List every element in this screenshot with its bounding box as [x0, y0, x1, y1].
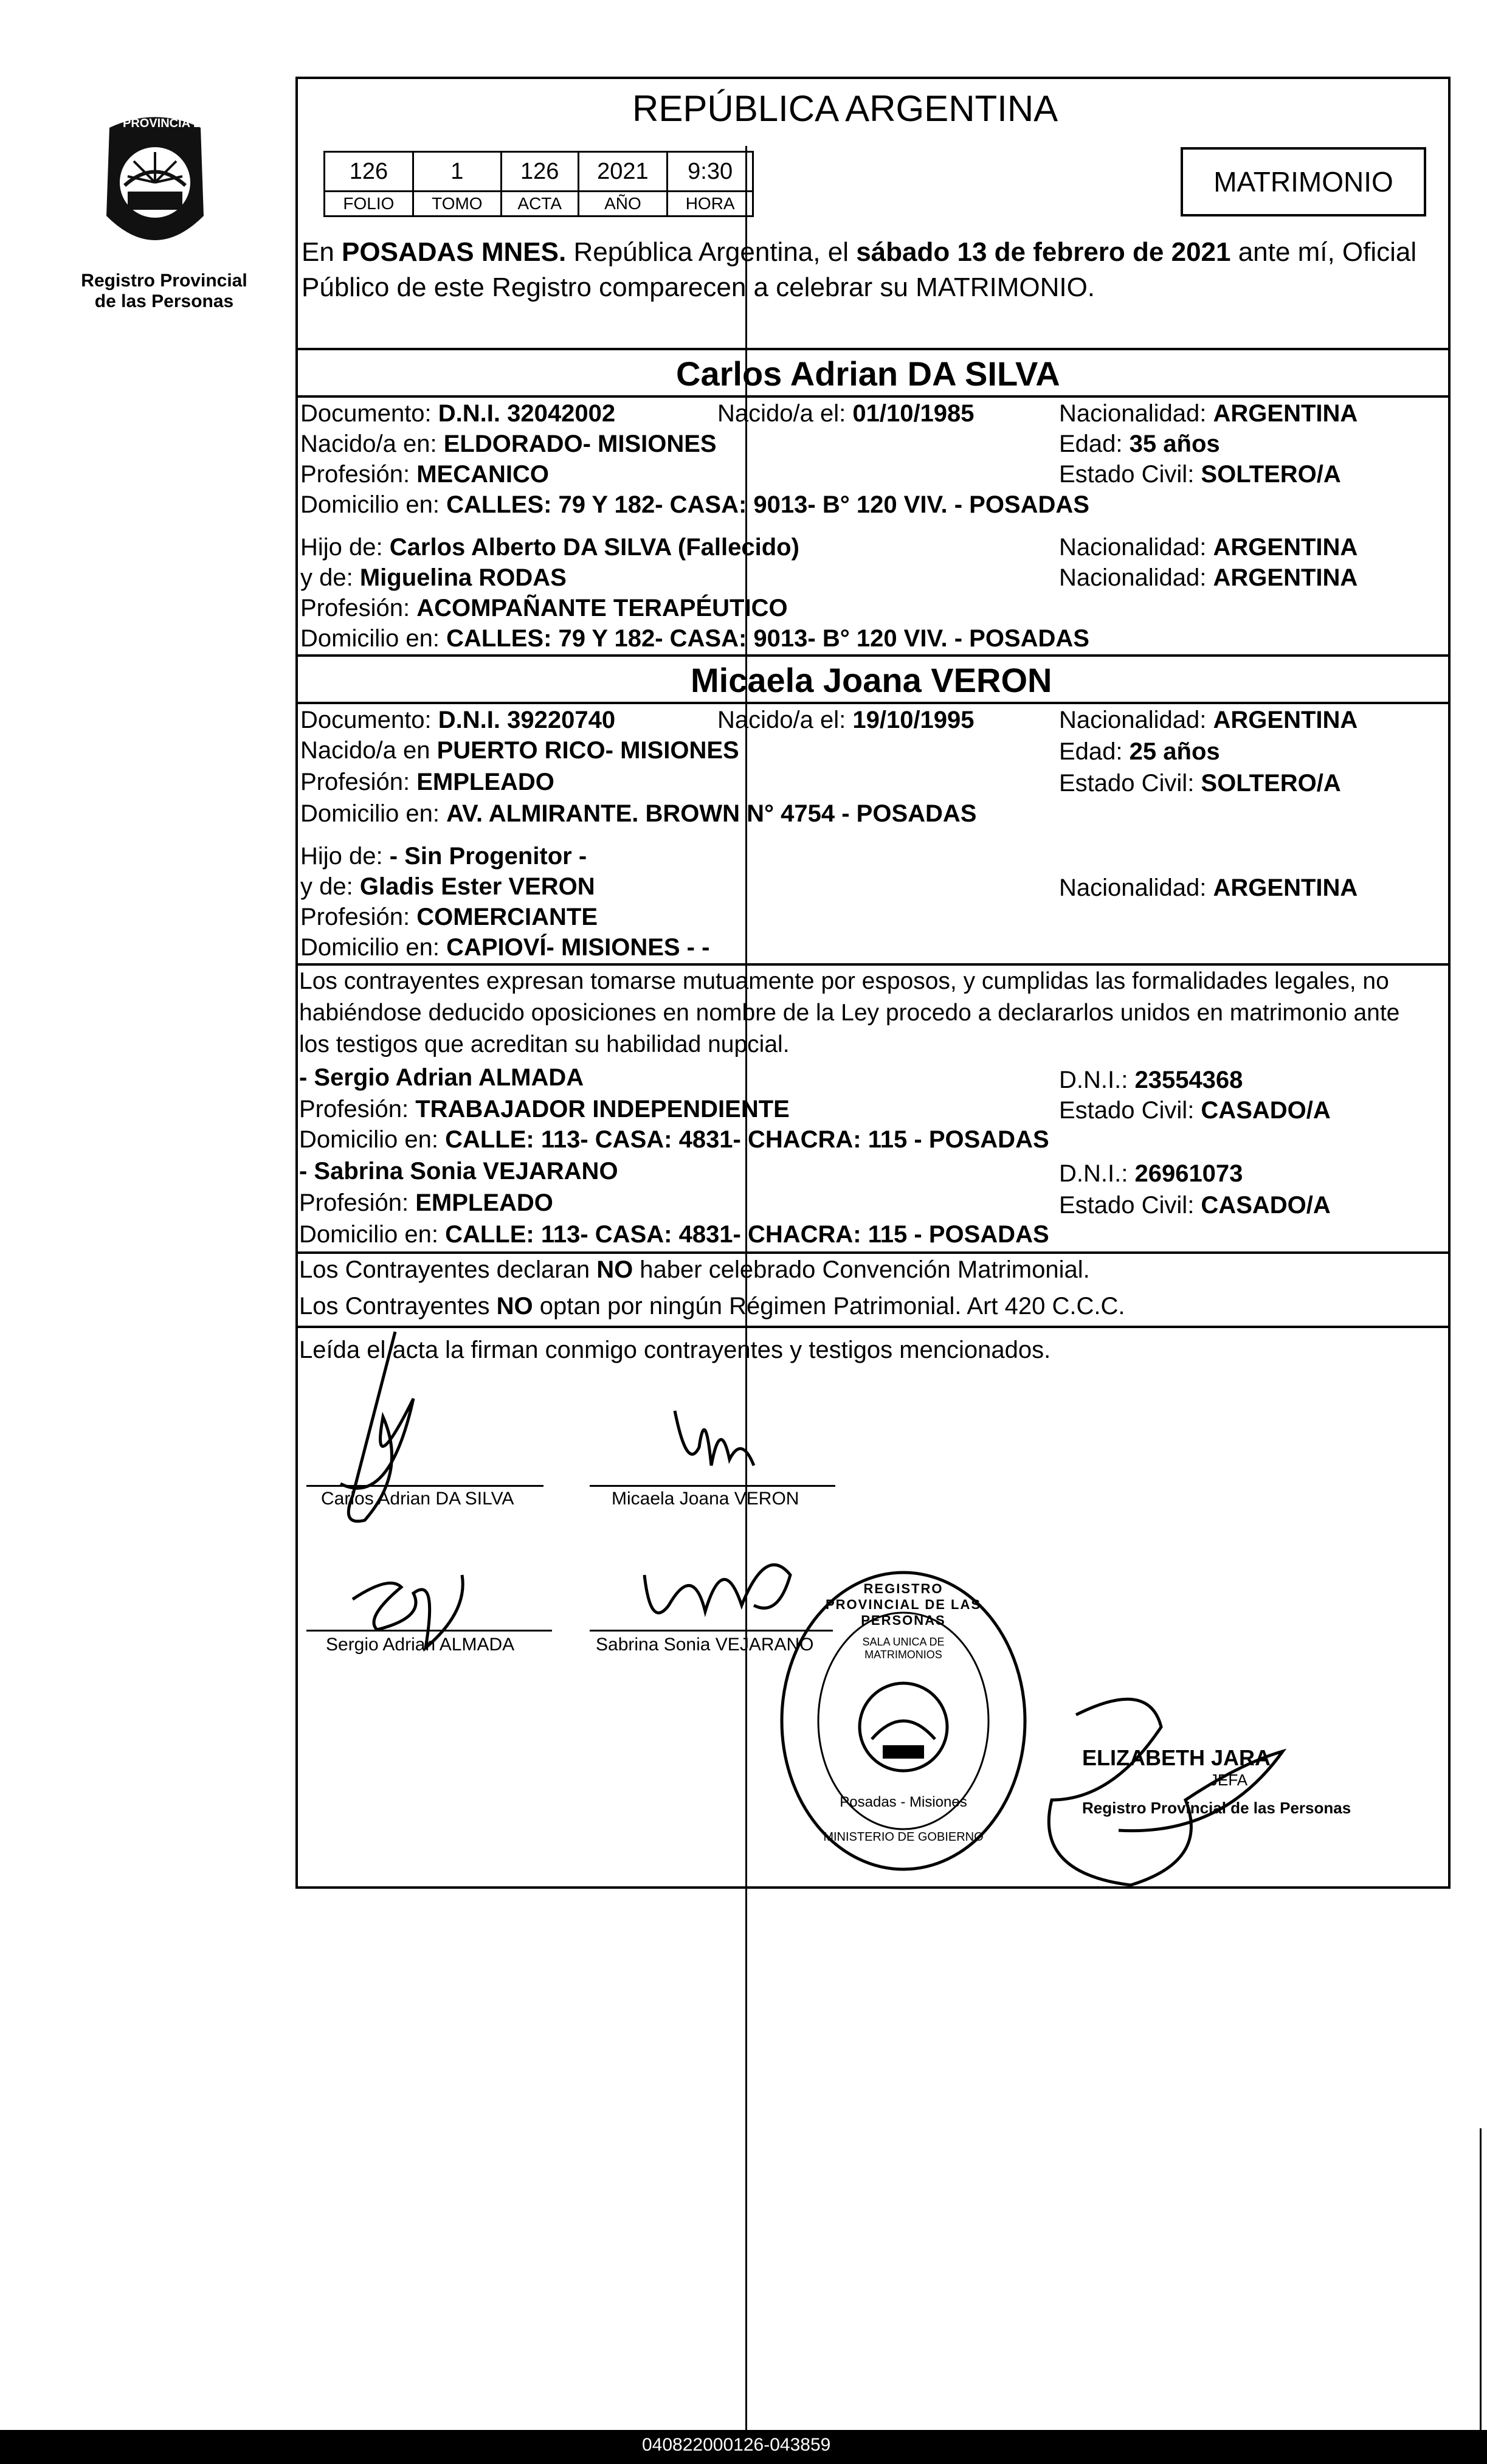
signature-label-sabrina: Sabrina Sonia VEJARANO — [596, 1635, 814, 1655]
field-label: D.N.I.: — [1059, 1067, 1135, 1093]
signature-line — [590, 1485, 835, 1487]
spouse1-nacido-el — [717, 399, 975, 428]
intro-line-1 — [302, 236, 1416, 269]
field-value: CALLES: 79 Y 182- CASA: 9013- B° 120 VIV. - POSADAS — [446, 491, 1089, 518]
spouse2-domicilio-padres — [300, 933, 709, 962]
province-logo — [91, 109, 219, 268]
acta-label: ACTA — [501, 192, 578, 216]
field-value: EMPLEADO — [415, 1189, 553, 1216]
spouse2-madre-nacionalidad — [1059, 873, 1358, 902]
field-value: 23554368 — [1134, 1067, 1243, 1093]
document-type-box — [1181, 147, 1426, 216]
spouse1-nacionalidad — [1059, 399, 1358, 428]
field-value: 01/10/1985 — [852, 400, 975, 427]
text-emphasis: NO — [596, 1256, 633, 1283]
field-label: Profesión: — [299, 1096, 416, 1123]
spouse2-profesion — [300, 767, 554, 797]
issuer-name — [73, 271, 255, 312]
signature-label-carlos: Carlos Adrian DA SILVA — [321, 1489, 514, 1509]
declaration-line-3: los testigos que acreditan su habilidad nupcial. — [299, 1031, 790, 1057]
field-value: CALLES: 79 Y 182- CASA: 9013- B° 120 VIV. - POSADAS — [446, 625, 1089, 652]
witness2-estado-civil — [1059, 1191, 1331, 1220]
field-label: Domicilio en: — [300, 491, 447, 518]
field-label: Estado Civil: — [1059, 770, 1201, 797]
field-value: ARGENTINA — [1213, 564, 1358, 591]
field-label: Profesión: — [300, 461, 417, 488]
text-emphasis: NO — [496, 1293, 533, 1320]
field-value: ACOMPAÑANTE TERAPÉUTICO — [416, 595, 788, 621]
field-value: TRABAJADOR INDEPENDIENTE — [415, 1096, 790, 1123]
divider — [297, 348, 1451, 350]
field-value: EMPLEADO — [416, 769, 554, 795]
field-value: ARGENTINA — [1213, 707, 1358, 733]
scan-artifact-line — [745, 146, 747, 2430]
convention-line-2 — [299, 1292, 1125, 1321]
witness1-name: - Sergio Adrian ALMADA — [299, 1064, 584, 1091]
signature-micaela — [663, 1399, 760, 1490]
footer-code: 040822000126-043859 — [642, 2435, 831, 2455]
declaration-line-1: Los contrayentes expresan tomarse mutuamente por esposos, y cumplidas las formalidades legales, no — [299, 968, 1389, 994]
spouse1-madre — [300, 563, 567, 592]
official-seal — [770, 1563, 1037, 1879]
text: Los Contrayentes declaran — [299, 1256, 597, 1283]
field-label: Nacido/a en: — [300, 431, 444, 457]
field-value: CALLE: 113- CASA: 4831- CHACRA: 115 - POSADAS — [445, 1221, 1049, 1248]
field-label: Domicilio en: — [299, 1126, 446, 1153]
field-value: Carlos Alberto DA SILVA (Fallecido) — [389, 534, 799, 561]
witness1-estado-civil — [1059, 1096, 1331, 1125]
spouse2-documento — [300, 705, 615, 735]
field-value: CALLE: 113- CASA: 4831- CHACRA: 115 - POSADAS — [445, 1126, 1049, 1153]
divider — [297, 702, 1451, 704]
divider — [297, 395, 1451, 398]
intro-date: sábado 13 de febrero de 2021 — [856, 237, 1231, 267]
field-value: CAPIOVÍ- MISIONES - - — [446, 934, 710, 961]
field-value: ARGENTINA — [1213, 874, 1358, 901]
signature-label-micaela: Micaela Joana VERON — [612, 1489, 799, 1509]
witness1-domicilio — [299, 1125, 1049, 1154]
field-label: Documento: — [300, 707, 438, 733]
text: Los Contrayentes — [299, 1293, 497, 1320]
field-value: SOLTERO/A — [1201, 461, 1341, 488]
field-label: Nacionalidad: — [1059, 400, 1213, 427]
officer-office: Registro Provincial de las Personas — [1082, 1799, 1351, 1817]
spouse1-documento — [300, 399, 615, 428]
field-label: Edad: — [1059, 738, 1130, 765]
signature-line — [306, 1630, 552, 1632]
spouse2-nacido-el — [717, 705, 975, 735]
spouse2-nacido-en — [300, 736, 739, 765]
spouse1-profesion-padres — [300, 594, 788, 623]
intro-line-2: Público de este Registro comparecen a celebrar su MATRIMONIO. — [302, 272, 1095, 302]
folio-value: 126 — [325, 152, 413, 192]
field-value: Miguelina RODAS — [359, 564, 567, 591]
officer-role: JEFA — [1210, 1771, 1248, 1789]
field-value: D.N.I. 39220740 — [438, 707, 616, 733]
witness2-dni — [1059, 1159, 1243, 1188]
text: optan por ningún Régimen Patrimonial. Art 420 C.C.C. — [533, 1293, 1125, 1320]
officer-name: ELIZABETH JARA — [1082, 1745, 1271, 1770]
spouse1-profesion — [300, 460, 549, 489]
field-label: Profesión: — [300, 595, 417, 621]
spouse2-madre — [300, 872, 595, 901]
witness1-profesion — [299, 1095, 790, 1124]
divider — [297, 1251, 1451, 1254]
field-value: AV. ALMIRANTE. BROWN N° 4754 - POSADAS — [446, 800, 977, 827]
field-label: Estado Civil: — [1059, 461, 1201, 488]
field-value: 25 años — [1129, 738, 1220, 765]
signature-officer — [1027, 1678, 1368, 1897]
spouse2-domicilio — [300, 799, 976, 828]
field-label: Nacido/a el: — [717, 707, 853, 733]
spouse2-name: Micaela Joana VERON — [691, 661, 1052, 699]
anio-label: AÑO — [578, 192, 668, 216]
spouse1-padre — [300, 533, 799, 562]
witness2-profesion — [299, 1188, 553, 1217]
spouse1-edad — [1059, 429, 1220, 459]
witness2-domicilio — [299, 1220, 1049, 1249]
spouse2-estado-civil — [1059, 769, 1341, 798]
hora-value: 9:30 — [668, 152, 753, 192]
witness1-dni — [1059, 1065, 1243, 1095]
field-value: 26961073 — [1134, 1160, 1243, 1187]
seal-outer-text: REGISTRO PROVINCIAL DE LAS PERSONAS — [825, 1581, 982, 1628]
divider — [297, 654, 1451, 657]
field-value: ARGENTINA — [1213, 534, 1358, 561]
intro-place: POSADAS MNES. — [342, 237, 567, 267]
field-label: Nacido/a el: — [717, 400, 853, 427]
field-label: Documento: — [300, 400, 438, 427]
tomo-label: TOMO — [413, 192, 501, 216]
field-label: Hijo de: — [300, 843, 390, 870]
signature-label-sergio: Sergio Adrian ALMADA — [326, 1635, 515, 1655]
divider — [297, 1326, 1451, 1328]
field-value: CASADO/A — [1201, 1097, 1331, 1124]
field-label: Domicilio en: — [300, 625, 447, 652]
signature-carlos — [316, 1326, 456, 1557]
seal-bottom-text-1: Posadas - Misiones — [840, 1794, 967, 1810]
field-value: - Sin Progenitor - — [389, 843, 587, 870]
page-title: REPÚBLICA ARGENTINA — [632, 88, 1058, 129]
record-meta-table — [323, 151, 754, 217]
intro-text: ante mí, Oficial — [1230, 237, 1417, 267]
field-label: y de: — [300, 564, 360, 591]
issuer-line-1: Registro Provincial — [81, 271, 247, 291]
intro-text: República Argentina, el — [566, 237, 857, 267]
field-value: COMERCIANTE — [416, 904, 598, 930]
divider — [297, 963, 1451, 966]
field-value: D.N.I. 32042002 — [438, 400, 616, 427]
acta-value: 126 — [501, 152, 578, 192]
logo-bottom-text: MISIONES — [126, 238, 198, 255]
field-label: Nacionalidad: — [1059, 707, 1213, 733]
field-value: ARGENTINA — [1213, 400, 1358, 427]
spouse1-estado-civil — [1059, 460, 1341, 489]
issuer-line-2: de las Personas — [94, 291, 234, 311]
anio-value: 2021 — [578, 152, 668, 192]
spouse2-edad — [1059, 737, 1220, 766]
field-label: Nacionalidad: — [1059, 564, 1213, 591]
field-value: PUERTO RICO- MISIONES — [436, 737, 739, 764]
spouse1-domicilio-padres — [300, 624, 1089, 653]
field-label: Domicilio en: — [300, 934, 447, 961]
field-label: Hijo de: — [300, 534, 390, 561]
field-label: Nacido/a en — [300, 737, 437, 764]
field-label: Nacionalidad: — [1059, 534, 1213, 561]
field-label: Profesión: — [300, 769, 417, 795]
declaration-line-2: habiéndose deducido oposiciones en nombre de la Ley procedo a declararlos unidos en matrimonio ante — [299, 1000, 1400, 1026]
field-label: Nacionalidad: — [1059, 874, 1213, 901]
field-value: 35 años — [1129, 431, 1220, 457]
field-label: Profesión: — [300, 904, 417, 930]
spouse1-madre-nacionalidad — [1059, 563, 1358, 592]
witness2-name: - Sabrina Sonia VEJARANO — [299, 1158, 618, 1185]
field-label: D.N.I.: — [1059, 1160, 1135, 1187]
signature-line — [306, 1485, 543, 1487]
field-label: Domicilio en: — [300, 800, 447, 827]
field-label: y de: — [300, 873, 360, 900]
logo-top-text: PROVINCIA DE — [123, 117, 210, 130]
field-value: 19/10/1995 — [852, 707, 975, 733]
field-label: Profesión: — [299, 1189, 416, 1216]
field-value: SOLTERO/A — [1201, 770, 1341, 797]
hora-label: HORA — [668, 192, 753, 216]
spouse1-domicilio — [300, 490, 1089, 519]
spouse1-nacido-en — [300, 429, 717, 459]
spouse2-nacionalidad — [1059, 705, 1358, 735]
spouse1-name: Carlos Adrian DA SILVA — [676, 355, 1060, 393]
field-label: Estado Civil: — [1059, 1097, 1201, 1124]
intro-text: En — [302, 237, 342, 267]
spouse1-padre-nacionalidad — [1059, 533, 1358, 562]
folio-label: FOLIO — [325, 192, 413, 216]
field-value: Gladis Ester VERON — [359, 873, 595, 900]
scan-artifact-line — [1480, 2128, 1482, 2430]
field-value: MECANICO — [416, 461, 549, 488]
spouse2-padre — [300, 842, 587, 871]
seal-bottom-text-2: MINISTERIO DE GOBIERNO — [823, 1830, 984, 1844]
tomo-value: 1 — [413, 152, 501, 192]
convention-line-1 — [299, 1255, 1090, 1284]
text: haber celebrado Convención Matrimonial. — [633, 1256, 1090, 1283]
field-value: ELDORADO- MISIONES — [443, 431, 717, 457]
field-label: Domicilio en: — [299, 1221, 446, 1248]
field-value: CASADO/A — [1201, 1192, 1331, 1219]
frame-top-border — [297, 77, 1451, 79]
field-label: Estado Civil: — [1059, 1192, 1201, 1219]
seal-inner-text: SALA UNICA DE MATRIMONIOS — [862, 1636, 945, 1661]
document-type: MATRIMONIO — [1213, 166, 1393, 198]
spouse2-profesion-padres — [300, 902, 598, 932]
closing-text: Leída el acta la firman conmigo contrayentes y testigos mencionados. — [299, 1337, 1051, 1363]
field-label: Edad: — [1059, 431, 1130, 457]
